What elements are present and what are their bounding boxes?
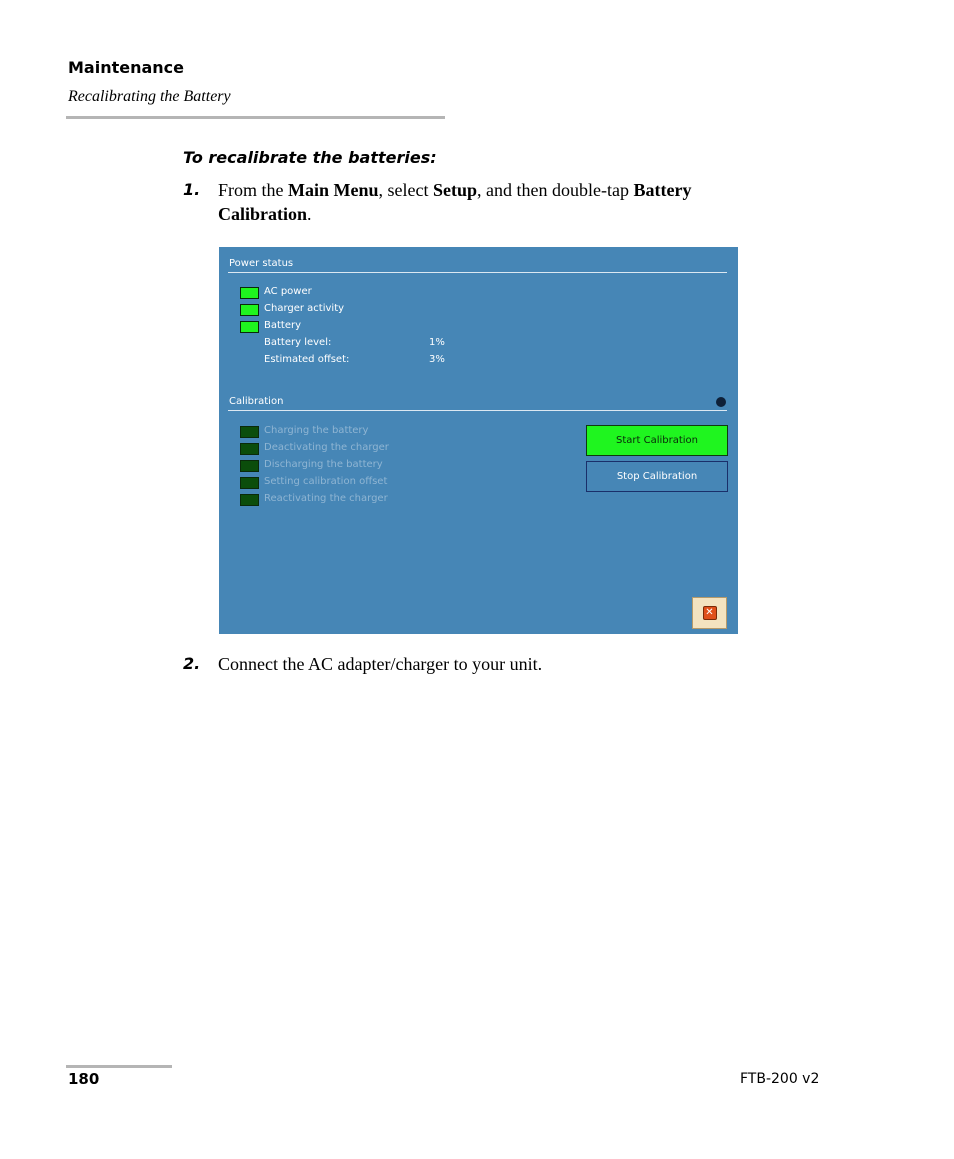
close-icon: ✕: [703, 606, 717, 620]
main-menu-ref: Main Menu: [288, 180, 379, 200]
estimated-offset-label: Estimated offset:: [264, 354, 350, 365]
page-number: 180: [68, 1070, 100, 1088]
setup-ref: Setup: [433, 180, 478, 200]
header-rule: [66, 116, 445, 119]
step-2-number: 2.: [183, 654, 201, 673]
charger-activity-label: Charger activity: [264, 303, 345, 314]
subsection-title: Recalibrating the Battery: [68, 88, 231, 105]
discharging-step-label: Discharging the battery: [264, 459, 383, 470]
footer-rule: [66, 1065, 172, 1068]
power-status-title: Power status: [229, 258, 294, 269]
section-title: Maintenance: [68, 58, 185, 77]
deactivating-step-label: Deactivating the charger: [264, 442, 389, 453]
procedure-title: To recalibrate the batteries:: [183, 148, 437, 167]
charging-step-label: Charging the battery: [264, 425, 369, 436]
discharging-step-led: [240, 460, 259, 472]
battery-label: Battery: [264, 320, 302, 331]
step-2-text: Connect the AC adapter/charger to your unit.: [218, 654, 543, 674]
deactivating-step-led: [240, 443, 259, 455]
start-calibration-button[interactable]: Start Calibration: [586, 425, 728, 456]
power-status-rule: [228, 272, 727, 273]
offset-step-led: [240, 477, 259, 489]
close-button[interactable]: [692, 597, 727, 629]
calibration-rule: [228, 410, 727, 411]
reactivating-step-label: Reactivating the charger: [264, 493, 388, 504]
stop-calibration-button[interactable]: Stop Calibration: [586, 461, 728, 492]
ac-power-led: [240, 287, 259, 299]
charger-activity-led: [240, 304, 259, 316]
estimated-offset-value: 3%: [429, 354, 445, 365]
step-1-number: 1.: [183, 180, 201, 199]
battery-calibration-screenshot: [219, 247, 738, 634]
reactivating-step-led: [240, 494, 259, 506]
battery-level-label: Battery level:: [264, 337, 332, 348]
calibration-title: Calibration: [229, 396, 284, 407]
charging-step-led: [240, 426, 259, 438]
ac-power-label: AC power: [264, 286, 312, 297]
step-1-text: From the Main Menu, select Setup, and then double-tap Battery Calibration.: [218, 180, 692, 224]
offset-step-label: Setting calibration offset: [264, 476, 388, 487]
calibration-status-dot: [716, 397, 726, 407]
battery-level-value: 1%: [429, 337, 445, 348]
document-id: FTB-200 v2: [740, 1071, 820, 1087]
battery-led: [240, 321, 259, 333]
battery-calibration-ref: Battery Calibration: [218, 180, 692, 224]
